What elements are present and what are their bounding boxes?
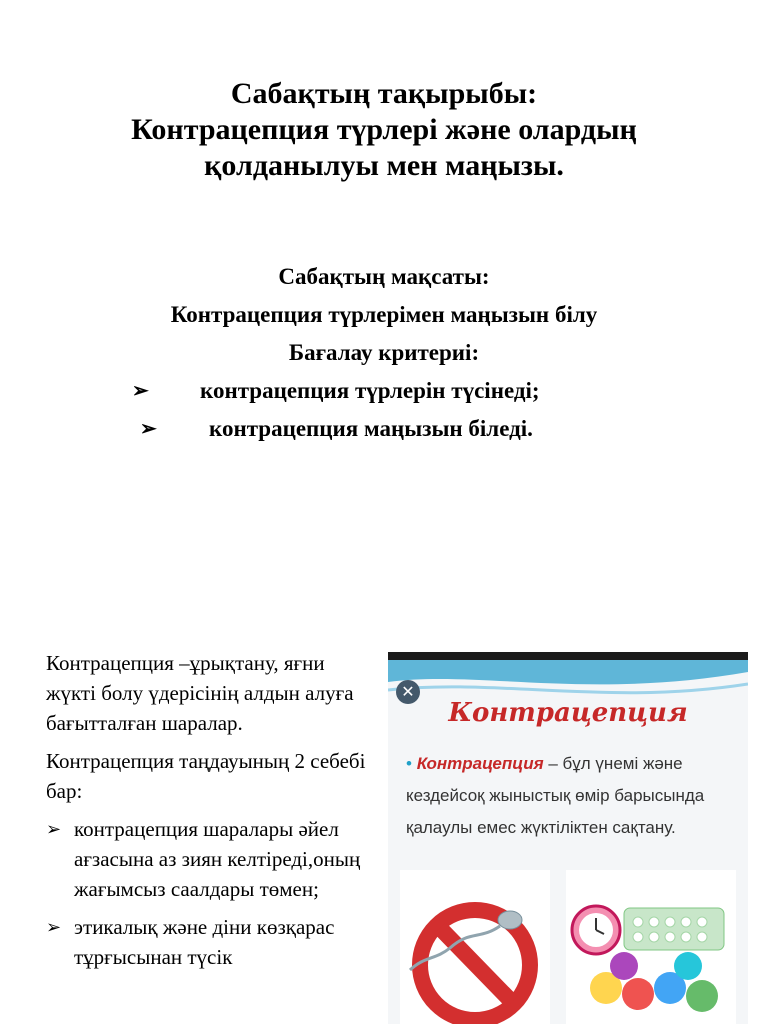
topic-line: қолданылуы мен маңызы. — [204, 149, 564, 182]
picture-definition — [406, 748, 736, 844]
criteria-label: Бағалау критериі: — [288, 340, 480, 365]
reasons-list — [46, 814, 376, 972]
criteria-item — [0, 372, 768, 410]
picture-definition-text: – бұл үнемі және кездейсоқ жыныстық өмір барысында қалаулы емес жүктіліктен сақтану. — [406, 754, 705, 837]
definition-text: Контрацепция –ұрықтану, яғни жүкті болу үдерісінің алдын алуға бағытталған шаралар. — [46, 651, 354, 735]
arrow-bullet-icon: ➢ — [46, 917, 62, 937]
no-sperm-icon — [400, 870, 550, 1024]
reason-text: этикалық және діни көзқарас тұрғысынан түсік — [74, 915, 335, 969]
bullet-dot-icon: • — [406, 754, 417, 773]
picture-term: Контрацепция — [416, 754, 544, 773]
criteria-item — [0, 410, 768, 448]
criteria-text: контрацепция маңызын біледі. — [209, 416, 533, 441]
goal-text: Контрацепция түрлерімен маңызын білу — [170, 302, 598, 327]
picture-title: Контрацепция — [448, 698, 688, 728]
arrow-bullet-icon: ➢ — [140, 418, 157, 440]
arrow-bullet-icon: ➢ — [132, 380, 149, 402]
criteria-text: контрацепция түрлерін түсінеді; — [200, 378, 540, 403]
topic-label: Сабақтың тақырыбы: — [230, 77, 538, 110]
lesson-goals — [0, 258, 768, 448]
list-item — [46, 912, 376, 972]
lesson-topic — [0, 76, 768, 184]
contraceptives-icon — [566, 870, 736, 1024]
list-item — [46, 814, 376, 904]
goal-label: Сабақтың мақсаты: — [278, 264, 490, 289]
arrow-bullet-icon: ➢ — [46, 819, 62, 839]
contraception-text — [46, 648, 376, 980]
reasons-intro: Контрацепция таңдауының 2 себебі бар: — [46, 749, 366, 803]
close-icon[interactable]: ✕ — [396, 680, 420, 704]
topic-line: Контрацепция түрлері және олардың — [131, 113, 637, 146]
contraception-picture — [388, 652, 748, 1024]
reason-text: контрацепция шаралары әйел ағзасына аз зиян келтіреді,оның жағымсыз саалдары төмен; — [74, 817, 361, 901]
